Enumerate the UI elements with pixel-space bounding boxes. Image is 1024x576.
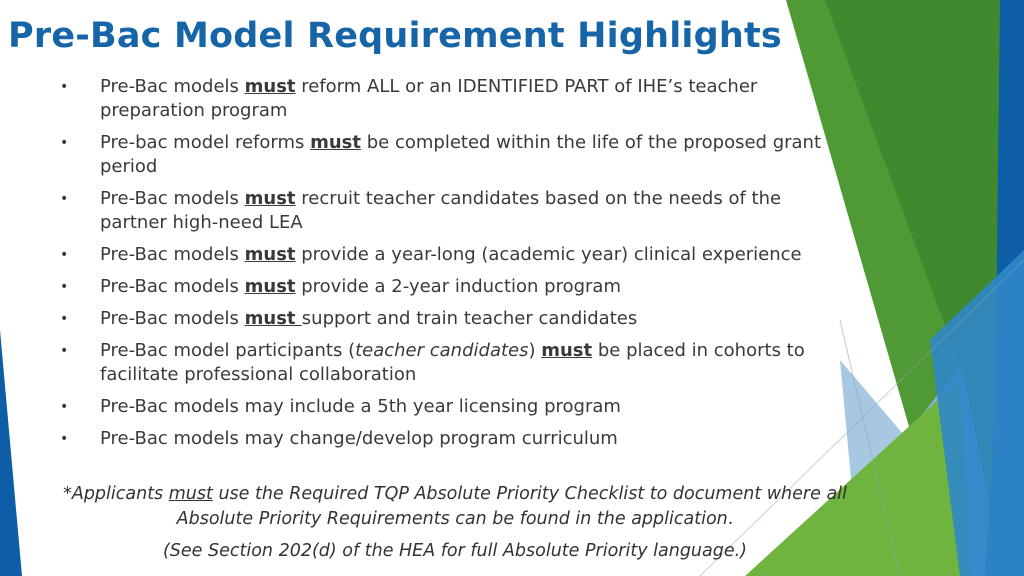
keyword-must: must bbox=[310, 132, 361, 153]
slide-title: Pre-Bac Model Requirement Highlights bbox=[8, 16, 782, 56]
footnote-must: must bbox=[168, 484, 213, 504]
list-item: • Pre-Bac models must provide a year-long (academic year) clinical experience bbox=[60, 244, 802, 265]
bullet-marker: • bbox=[60, 135, 69, 151]
list-item: • Pre-Bac model participants (teacher candidates) must be placed in cohorts to facilitate professional collaboration bbox=[60, 340, 805, 385]
footnote-section-reference: (See Section 202(d) of the HEA for full Absolute Priority language.) bbox=[162, 541, 748, 561]
requirement-list bbox=[60, 75, 830, 459]
bullet-marker: • bbox=[60, 431, 69, 447]
bullet-marker: • bbox=[60, 279, 69, 295]
list-item: • Pre-Bac models may change/develop program curriculum bbox=[60, 428, 618, 449]
left-blue-shape bbox=[0, 330, 22, 576]
keyword-must: must bbox=[244, 276, 296, 297]
bullet-marker: • bbox=[60, 311, 69, 327]
bullet-marker: • bbox=[60, 343, 69, 359]
list-item: • Pre-Bac models may include a 5th year licensing program bbox=[60, 396, 621, 417]
italic-term: teacher candidates bbox=[355, 340, 529, 361]
list-item: • Pre-Bac models must provide a 2-year induction program bbox=[60, 276, 621, 297]
footnote bbox=[40, 482, 870, 571]
keyword-must: must bbox=[541, 340, 593, 361]
bullet-marker: • bbox=[60, 399, 69, 415]
list-item: • Pre-Bac models must reform ALL or an IDENTIFIED PART of IHE’s teacher preparation program bbox=[60, 76, 758, 121]
keyword-must: must bbox=[244, 244, 296, 265]
bullet-marker: • bbox=[60, 247, 69, 263]
bullet-marker: • bbox=[60, 191, 69, 207]
list-item: • Pre-Bac models must support and train teacher candidates bbox=[60, 308, 638, 329]
bullet-marker: • bbox=[60, 79, 69, 95]
keyword-must: must bbox=[244, 188, 296, 209]
keyword-must: must bbox=[244, 76, 296, 97]
footnote-checklist-note: *Applicants must use the Required TQP Absolute Priority Checklist to document where all Absolute Priority Requirements can be found in the application. bbox=[63, 484, 847, 529]
list-item: • Pre-Bac models must recruit teacher candidates based on the needs of the partner high-need LEA bbox=[60, 188, 782, 233]
list-item: • Pre-bac model reforms must be completed within the life of the proposed grant period bbox=[60, 132, 822, 177]
keyword-must: must bbox=[244, 308, 302, 329]
